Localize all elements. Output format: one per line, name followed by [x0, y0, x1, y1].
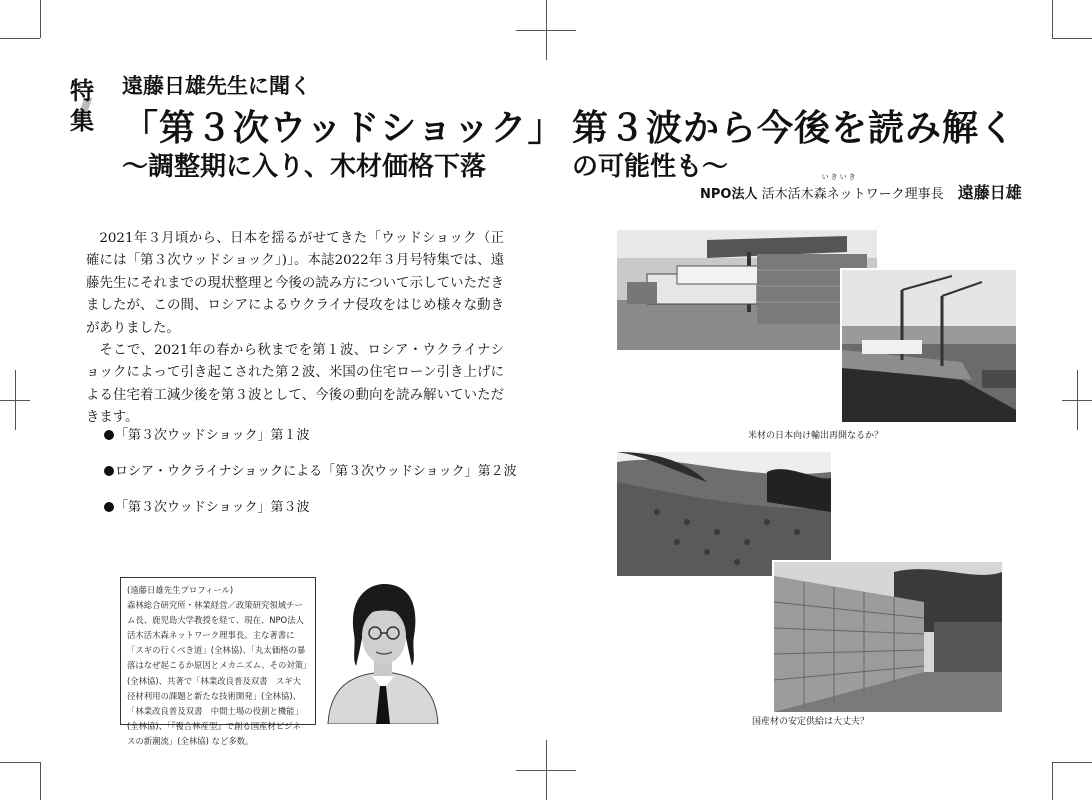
kicker: 遠藤日雄先生に聞く [122, 73, 311, 98]
bullet-icon [104, 466, 114, 476]
bullet-icon [104, 430, 114, 440]
org-name: 活木活木森ネットワーク理事長 [761, 187, 944, 202]
feature-label [70, 76, 100, 136]
profile-body: 森林総合研究所・林業経営／政策研究領域チーム長、鹿児島大学教授を経て、現在、NPO法人活木活木森ネットワーク理事長。主な著書に「スギの行くべき道」(全林協)、「丸太価格の暴落はなぜ起こるか原因とメカニズム、その対策」(全林協)、共著で「林業改良普及双書 スギ大径材利用の課題と新たな技術開発」(全林協)、「林業改良普及双書 中間土場の役割と機能」(全林協)、「『複合林産型』で創る国産材ビジネスの新潮流」(全林協) など多数。 [127, 600, 308, 746]
byline [700, 173, 1022, 203]
author-name: 遠藤日雄 [957, 183, 1022, 202]
page-title-left: 「第３次ウッドショック」 [122, 107, 565, 149]
photo-caption-top: 米材の日本向け輸出再開なるか？ [748, 431, 884, 441]
bullet-icon [104, 502, 114, 512]
toc-item: 「第３次ウッドショック」第１波 [104, 424, 309, 443]
subtitle-right: の可能性も〜 [572, 152, 729, 182]
toc-item: ロシア・ウクライナショックによる「第３次ウッドショック」第２波 [104, 460, 517, 479]
timber-stack-photo [772, 560, 1004, 714]
profile-title: (遠藤日雄先生プロフィール) [127, 585, 234, 595]
cargo-ship-photo [840, 268, 1018, 424]
page-title-right: 第３波から今後を読み解く [572, 107, 1017, 149]
lead-text [86, 228, 504, 430]
profile-box [120, 577, 316, 746]
feature-label-text: 特集 [70, 77, 94, 135]
author-portrait [320, 578, 446, 724]
subtitle-left: 〜調整期に入り、木材価格下落 [122, 152, 487, 182]
lumber-yard-photo [617, 230, 877, 350]
photo-caption-bottom: 国産材の安定供給は大丈夫？ [752, 717, 870, 727]
ruby-text: いきいき [821, 173, 858, 181]
forest-slope-photo [617, 452, 831, 576]
lead-paragraph: そこで、2021年の春から秋までを第１波、ロシア・ウクライナショックによって引き起こされた第２波、米国の住宅ローン引き上げによる住宅着工減少後を第３波として、今後の動向を読み解いていただきます。 [86, 343, 504, 426]
lead-paragraph: 2021年３月頃から、日本を揺るがせてきた「ウッドショック（正確には「第３次ウッドショック」)」。本誌2022年３月号特集では、遠藤先生にそれまでの現状整理と今後の読み方について示していただきましたが、この間、ロシアによるウクライナ侵攻をはじめ様々な動きがありました。 [86, 231, 504, 336]
org-prefix: NPO法人 [700, 187, 758, 202]
toc-item: 「第３次ウッドショック」第３波 [104, 496, 309, 515]
